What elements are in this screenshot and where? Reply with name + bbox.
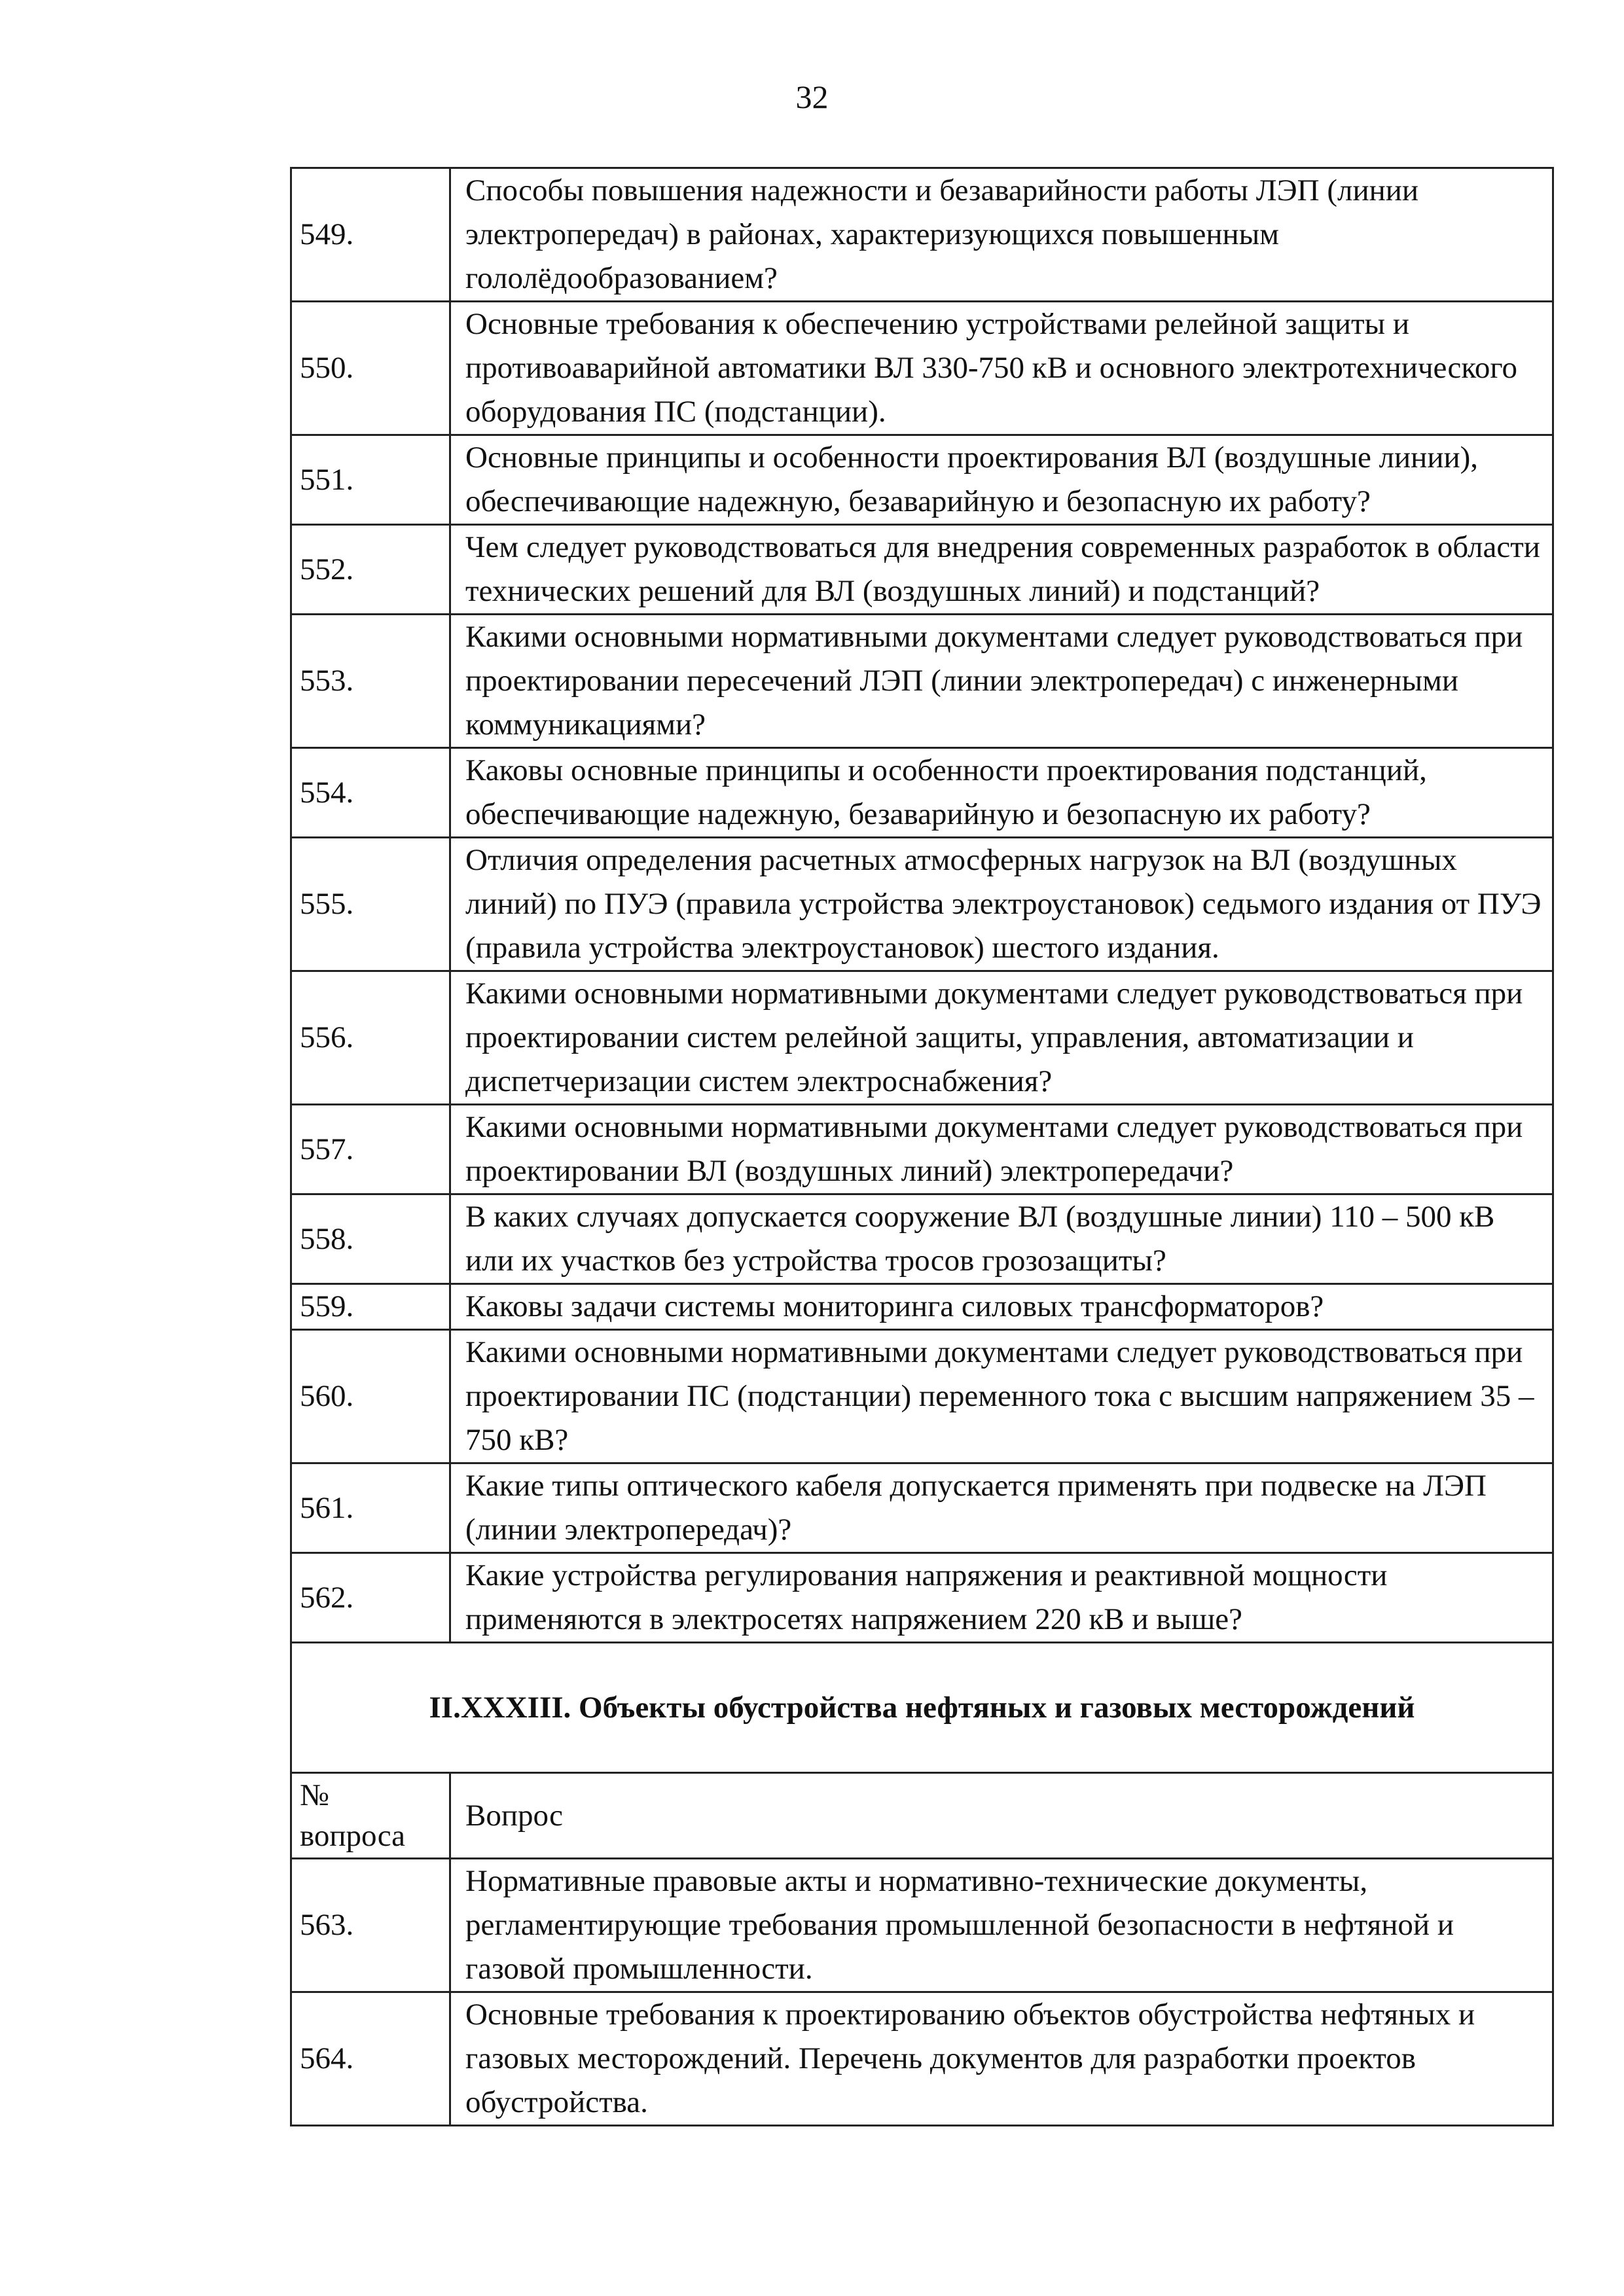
question-number: 549. xyxy=(291,168,450,302)
table-row xyxy=(291,168,1553,302)
table-row xyxy=(291,748,1553,838)
question-text: Какими основными нормативными документами следует руководствоваться при проектировании ПС (подстанции) переменного тока с высшим напряжением 35 – 750 кВ? xyxy=(450,1330,1553,1463)
question-text: Какие типы оптического кабеля допускается применять при подвеске на ЛЭП (линии электропередач)? xyxy=(450,1463,1553,1553)
table-row xyxy=(291,1463,1553,1553)
question-text: Нормативные правовые акты и нормативно-технические документы, регламентирующие требования промышленной безопасности в нефтяной и газовой промышленности. xyxy=(450,1859,1553,1992)
section-title: II.XXXIII. Объекты обустройства нефтяных и газовых месторождений xyxy=(291,1643,1553,1773)
question-text: Какими основными нормативными документами следует руководствоваться при проектировании пересечений ЛЭП (линии электропередач) с инженерными коммуникациями? xyxy=(450,615,1553,748)
table-row xyxy=(291,1553,1553,1643)
question-text: В каких случаях допускается сооружение ВЛ (воздушные линии) 110 – 500 кВ или их участков без устройства тросов грозозащиты? xyxy=(450,1194,1553,1284)
question-number: 558. xyxy=(291,1194,450,1284)
question-number: 552. xyxy=(291,525,450,615)
question-text: Какими основными нормативными документами следует руководствоваться при проектировании ВЛ (воздушных линий) электропередачи? xyxy=(450,1105,1553,1194)
question-text: Способы повышения надежности и безаварийности работы ЛЭП (линии электропередач) в районах, характеризующихся повышенным гололёдообразованием? xyxy=(450,168,1553,302)
question-text: Основные требования к обеспечению устройствами релейной защиты и противоаварийной автоматики ВЛ 330-750 кВ и основного электротехнического оборудования ПС (подстанции). xyxy=(450,302,1553,435)
question-number: 563. xyxy=(291,1859,450,1992)
table-row xyxy=(291,615,1553,748)
table-row xyxy=(291,971,1553,1105)
question-number: 556. xyxy=(291,971,450,1105)
table-row xyxy=(291,1330,1553,1463)
table-row xyxy=(291,1105,1553,1194)
question-text: Основные требования к проектированию объектов обустройства нефтяных и газовых месторождений. Перечень документов для разработки проектов обустройства. xyxy=(450,1992,1553,2126)
section-heading-row xyxy=(291,1643,1553,1773)
questions-table xyxy=(290,167,1554,2126)
question-text: Основные принципы и особенности проектирования ВЛ (воздушные линии), обеспечивающие надежную, безаварийную и безопасную их работу? xyxy=(450,435,1553,525)
question-text: Какие устройства регулирования напряжения и реактивной мощности применяются в электросетях напряжением 220 кВ и выше? xyxy=(450,1553,1553,1643)
header-number-sign: № xyxy=(300,1778,329,1812)
table-row xyxy=(291,1859,1553,1992)
question-number: 553. xyxy=(291,615,450,748)
questions-table-body xyxy=(291,168,1553,2126)
question-text: Каковы задачи системы мониторинга силовых трансформаторов? xyxy=(450,1284,1553,1330)
table-row xyxy=(291,1284,1553,1330)
header-question-number xyxy=(291,1773,450,1859)
table-header-row xyxy=(291,1773,1553,1859)
header-number-word: вопроса xyxy=(300,1819,405,1853)
question-number: 560. xyxy=(291,1330,450,1463)
header-question: Вопрос xyxy=(450,1773,1553,1859)
question-number: 555. xyxy=(291,838,450,971)
question-number: 557. xyxy=(291,1105,450,1194)
question-number: 551. xyxy=(291,435,450,525)
table-row xyxy=(291,435,1553,525)
question-number: 561. xyxy=(291,1463,450,1553)
table-row xyxy=(291,1992,1553,2126)
question-number: 562. xyxy=(291,1553,450,1643)
table-row xyxy=(291,525,1553,615)
question-text: Отличия определения расчетных атмосферных нагрузок на ВЛ (воздушных линий) по ПУЭ (правила устройства электроустановок) седьмого издания от ПУЭ (правила устройства электроустановок) шестого издания. xyxy=(450,838,1553,971)
question-number: 564. xyxy=(291,1992,450,2126)
question-number: 550. xyxy=(291,302,450,435)
table-row xyxy=(291,1194,1553,1284)
question-text: Чем следует руководствоваться для внедрения современных разработок в области технических решений для ВЛ (воздушных линий) и подстанций? xyxy=(450,525,1553,615)
table-row xyxy=(291,838,1553,971)
table-row xyxy=(291,302,1553,435)
question-text: Какими основными нормативными документами следует руководствоваться при проектировании систем релейной защиты, управления, автоматизации и диспетчеризации систем электроснабжения? xyxy=(450,971,1553,1105)
question-text: Каковы основные принципы и особенности проектирования подстанций, обеспечивающие надежную, безаварийную и безопасную их работу? xyxy=(450,748,1553,838)
question-number: 554. xyxy=(291,748,450,838)
question-number: 559. xyxy=(291,1284,450,1330)
page-number: 32 xyxy=(795,79,829,115)
